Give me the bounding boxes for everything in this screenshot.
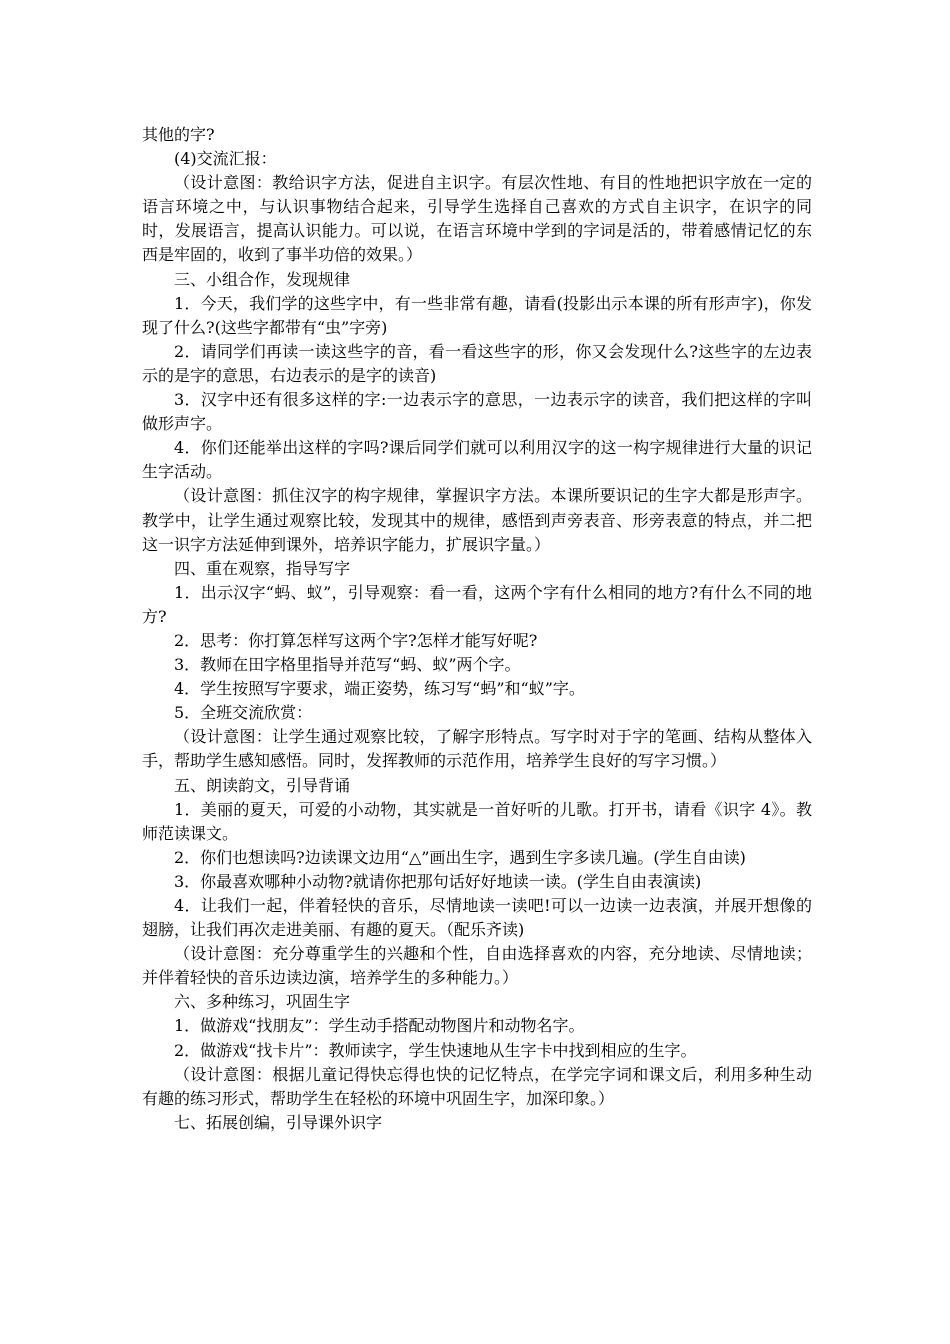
design-intent-paragraph: （设计意图：教给识字方法，促进自主识字。有层次性地、有目的性地把识字放在一定的语言环境之中，与认识事物结合起来，引导学生选择自己喜欢的方式自主识字，在识字的同时，发展语言，提高认识能力。可以说，在语言环境中学到的字词是活的，带着感情记忆的东西是牢固的，收到了事半功倍的效果。）	[142, 173, 812, 265]
list-item: 4．让我们一起，伴着轻快的音乐，尽情地读一读吧!可以一边读一边表演，并展开想像的翅膀，让我们再次走进美丽、有趣的夏天。（配乐齐读)	[142, 896, 812, 940]
list-item: 3．汉字中还有很多这样的字:一边表示字的意思，一边表示字的读音，我们把这样的字叫做形声字。	[142, 390, 812, 434]
section-heading: 三、小组合作，发现规律	[174, 269, 351, 289]
list-item: 2．做游戏“找卡片”：教师读字，学生快速地从生字卡中找到相应的生字。	[174, 1040, 697, 1060]
paragraph: 其他的字?	[142, 125, 215, 144]
section-heading: 七、拓展创编，引导课外识字	[174, 1112, 383, 1132]
paragraph: (4)交流汇报：	[174, 149, 277, 169]
document-body	[142, 123, 812, 1135]
list-item: 1．出示汉字“蚂、蚁”，引导观察：看一看，这两个字有什么相同的地方?有什么不同的地方?	[142, 582, 812, 626]
list-item: 3．教师在田字格里指导并范写“蚂、蚁”两个字。	[174, 655, 521, 675]
design-intent-paragraph: （设计意图：充分尊重学生的兴趣和个性，自由选择喜欢的内容，充分地读、尽情地读；并伴着轻快的音乐边读边演，培养学生的多种能力。）	[142, 944, 812, 988]
design-intent-paragraph: （设计意图：根据儿童记得快忘得也快的记忆特点，在学完字词和课文后，利用多种生动有趣的练习形式，帮助学生在轻松的环境中巩固生字，加深印象。）	[142, 1064, 812, 1108]
list-item: 4．你们还能举出这样的字吗?课后同学们就可以利用汉字的这一构字规律进行大量的识记生字活动。	[142, 438, 812, 482]
section-heading: 五、朗读韵文，引导背诵	[174, 775, 351, 795]
list-item: 5．全班交流欣赏：	[174, 703, 313, 723]
list-item: 2．你们也想读吗?边读课文边用“△”画出生字，遇到生字多读几遍。(学生自由读)	[174, 847, 746, 867]
section-heading: 四、重在观察，指导写字	[174, 558, 351, 578]
list-item: 1．做游戏“找朋友”：学生动手搭配动物图片和动物名字。	[174, 1016, 585, 1036]
design-intent-paragraph: （设计意图：抓住汉字的构字规律，掌握识字方法。本课所要识记的生字大都是形声字。教学中，让学生通过观察比较，发现其中的规律，感悟到声旁表音、形旁表意的特点，并二把这一识字方法延伸到课外，培养识字能力，扩展识字量。）	[142, 486, 812, 554]
list-item: 2．请同学们再读一读这些字的音，看一看这些字的形，你又会发现什么?这些字的左边表示的是字的意思，右边表示的是字的读音)	[142, 341, 812, 385]
design-intent-paragraph: （设计意图：让学生通过观察比较，了解字形特点。写字时对于字的笔画、结构从整体入手，帮助学生感知感悟。同时，发挥教师的示范作用，培养学生良好的写字习惯。）	[142, 727, 812, 771]
list-item: 1．美丽的夏天，可爱的小动物，其实就是一首好听的儿歌。打开书，请看《识字 4》。教师范读课文。	[142, 799, 812, 843]
section-heading: 六、多种练习，巩固生字	[174, 992, 351, 1012]
list-item: 4．学生按照写字要求，端正姿势，练习写“蚂”和“蚁”字。	[174, 679, 585, 699]
list-item: 1．今天，我们学的这些字中，有一些非常有趣，请看(投影出示本课的所有形声字)，你发现了什么?(这些字都带有“虫”字旁)	[142, 293, 812, 337]
list-item: 2．思考：你打算怎样写这两个字?怎样才能写好呢?	[174, 630, 538, 650]
list-item: 3．你最喜欢哪种小动物?就请你把那句话好好地读一读。(学生自由表演读)	[174, 871, 702, 891]
